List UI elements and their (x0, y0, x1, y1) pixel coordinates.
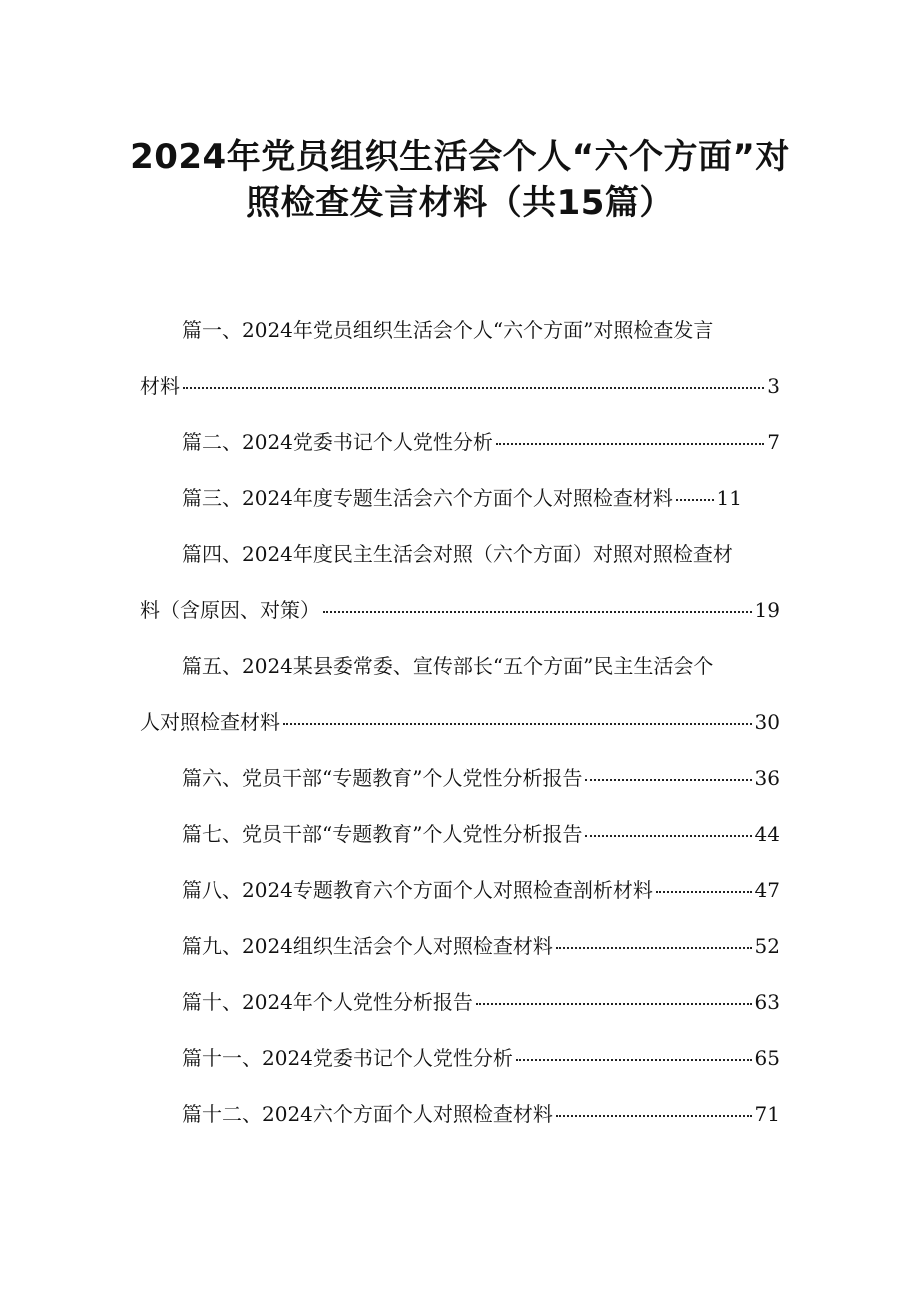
toc-entry-title: 篇八、2024专题教育六个方面个人对照检查剖析材料 (182, 878, 653, 902)
document-title-line-2: 照检查发言材料（共15篇） (246, 183, 674, 223)
toc-page-number: 63 (754, 990, 780, 1014)
toc-entry-title: 篇五、2024某县委常委、宣传部长“五个方面”民主生活会个 (182, 654, 714, 678)
toc-entry-4-line-2[interactable] (140, 598, 780, 622)
toc-page-number: 44 (754, 822, 780, 846)
toc-page-number: 7 (767, 430, 780, 454)
toc-entry-5-line-1[interactable] (182, 654, 742, 678)
toc-leader-dots (476, 1003, 752, 1005)
toc-entry-title: 料（含原因、对策） (140, 598, 320, 622)
toc-entry-title: 篇十一、2024党委书记个人党性分析 (182, 1046, 513, 1070)
toc-entry-title: 篇六、党员干部“专题教育”个人党性分析报告 (182, 766, 583, 790)
toc-entry-12[interactable] (182, 1102, 780, 1126)
toc-page-number: 30 (754, 710, 780, 734)
toc-entry-title: 篇七、党员干部“专题教育”个人党性分析报告 (182, 822, 583, 846)
toc-leader-dots (585, 835, 751, 837)
toc-leader-dots (556, 1115, 752, 1117)
toc-page-number: 11 (716, 486, 742, 510)
toc-leader-dots (656, 891, 752, 893)
toc-page-number: 19 (754, 598, 780, 622)
toc-entry-11[interactable] (182, 1046, 780, 1070)
toc-entry-9[interactable] (182, 934, 780, 958)
toc-leader-dots (585, 779, 751, 781)
toc-page-number: 52 (754, 934, 780, 958)
toc-page-number: 47 (754, 878, 780, 902)
toc-entry-title: 篇九、2024组织生活会个人对照检查材料 (182, 934, 553, 958)
toc-entry-title: 篇一、2024年党员组织生活会个人“六个方面”对照检查发言 (182, 318, 714, 342)
toc-entry-title: 篇十二、2024六个方面个人对照检查材料 (182, 1102, 553, 1126)
toc-entry-title: 材料 (140, 374, 180, 398)
toc-leader-dots (496, 443, 764, 445)
toc-entry-title: 篇三、2024年度专题生活会六个方面个人对照检查材料 (182, 486, 673, 510)
toc-entry-8[interactable] (182, 878, 780, 902)
toc-leader-dots (183, 387, 764, 389)
toc-entry-1-line-2[interactable] (140, 374, 780, 398)
toc-entry-title: 篇二、2024党委书记个人党性分析 (182, 430, 493, 454)
toc-leader-dots (556, 947, 752, 949)
toc-entry-10[interactable] (182, 990, 780, 1014)
toc-entry-3[interactable] (182, 486, 742, 510)
document-title-line-1: 2024年党员组织生活会个人“六个方面”对 (130, 137, 790, 177)
toc-entry-4-line-1[interactable] (182, 542, 742, 566)
toc-leader-dots (323, 611, 752, 613)
toc-leader-dots (283, 723, 752, 725)
toc-page-number: 36 (754, 766, 780, 790)
toc-entry-title: 篇四、2024年度民主生活会对照（六个方面）对照对照检查材 (182, 542, 733, 566)
toc-entry-6[interactable] (182, 766, 780, 790)
toc-entry-title: 篇十、2024年个人党性分析报告 (182, 990, 473, 1014)
toc-leader-dots (676, 499, 714, 501)
toc-entry-7[interactable] (182, 822, 780, 846)
toc-entry-2[interactable] (182, 430, 780, 454)
toc-page-number: 65 (754, 1046, 780, 1070)
toc-entry-5-line-2[interactable] (140, 710, 780, 734)
toc-page-number: 3 (767, 374, 780, 398)
toc-entry-1-line-1[interactable] (182, 318, 742, 342)
toc-page-number: 71 (754, 1102, 780, 1126)
toc-entry-title: 人对照检查材料 (140, 710, 280, 734)
toc-leader-dots (516, 1059, 752, 1061)
